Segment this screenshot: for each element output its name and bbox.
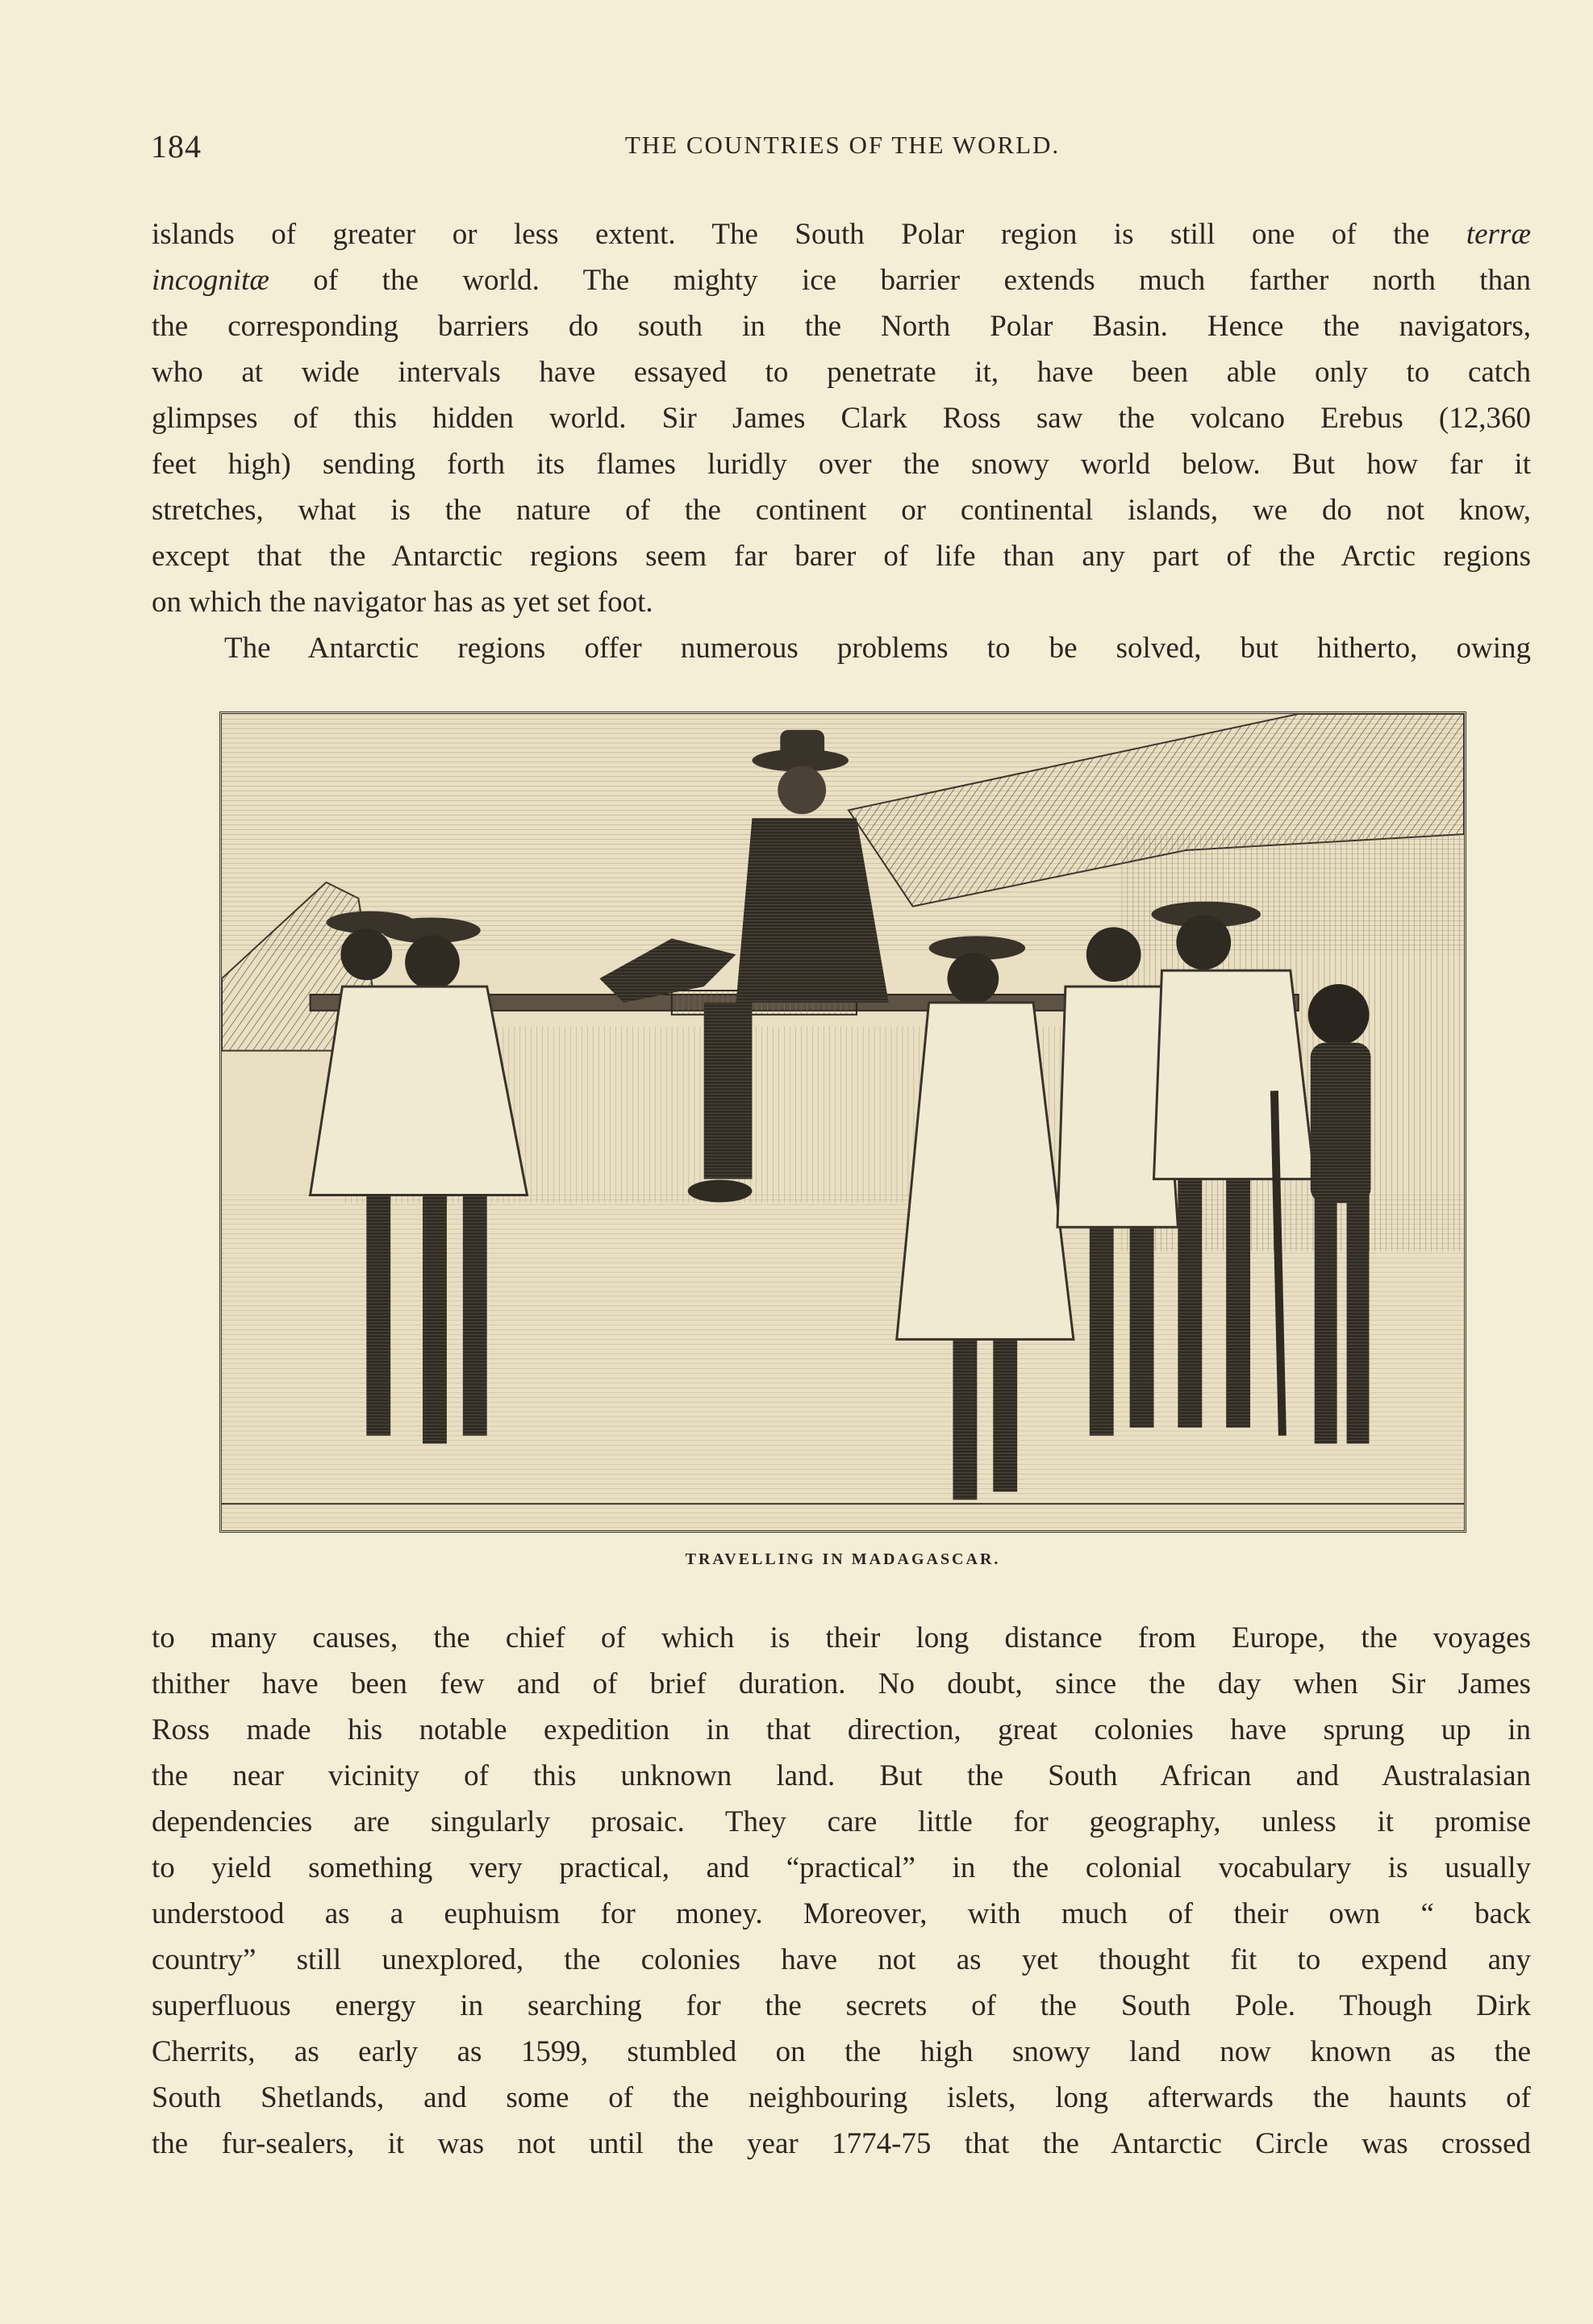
text-line: on which the navigator has as yet set foot. — [152, 586, 653, 619]
text-line: incognitæ of the world. The mighty ice barrier extends much farther north than — [152, 264, 1531, 297]
paragraph-2-first-line: The Antarctic regions offer numerous problems to be solved, but hitherto, owing — [224, 632, 1531, 665]
text-line: islands of greater or less extent. The South Polar region is still one of the terræ — [152, 218, 1531, 251]
text-line: Ross made his notable expedition in that direction, great colonies have sprung up in — [152, 1713, 1531, 1746]
engraving-drawing — [222, 714, 1464, 1530]
page-header — [151, 127, 1534, 176]
text-line: the near vicinity of this unknown land. But the South African and Australasian — [152, 1759, 1531, 1792]
text-line: thither have been few and of brief duration. No doubt, since the day when Sir James — [152, 1667, 1531, 1700]
text-line: who at wide intervals have essayed to penetrate it, have been able only to catch — [152, 356, 1531, 389]
text-line: feet high) sending forth its flames luridly over the snowy world below. But how far it — [152, 448, 1531, 481]
text-line: dependencies are singularly prosaic. They care little for geography, unless it promise — [152, 1805, 1531, 1838]
engraving-illustration — [219, 711, 1466, 1533]
paragraph-1 — [152, 211, 1531, 671]
text-line: understood as a euphuism for money. Moreover, with much of their own “ back — [152, 1897, 1531, 1930]
text-line: South Shetlands, and some of the neighbouring islets, long afterwards the haunts of — [152, 2081, 1531, 2114]
text-line: glimpses of this hidden world. Sir James Clark Ross saw the volcano Erebus (12,360 — [152, 402, 1531, 435]
text-line: the corresponding barriers do south in the North Polar Basin. Hence the navigators, — [152, 310, 1531, 343]
text-line: to yield something very practical, and “practical” in the colonial vocabulary is usually — [152, 1851, 1531, 1884]
text-line: country” still unexplored, the colonies have not as yet thought fit to expend any — [152, 1943, 1531, 1976]
text-line: except that the Antarctic regions seem far barer of life than any part of the Arctic regions — [152, 540, 1531, 573]
page-number: 184 — [151, 128, 202, 165]
text-line: the fur-sealers, it was not until the year 1774-75 that the Antarctic Circle was crossed — [152, 2127, 1531, 2160]
text-line: superfluous energy in searching for the secrets of the South Pole. Though Dirk — [152, 1989, 1531, 2022]
text-line: stretches, what is the nature of the continent or continental islands, we do not know, — [152, 494, 1531, 527]
text-line: to many causes, the chief of which is their long distance from Europe, the voyages — [152, 1621, 1531, 1654]
figure-caption: TRAVELLING IN MADAGASCAR. — [685, 1550, 1001, 1568]
paragraph-2-continued — [152, 1615, 1531, 2167]
text-line: Cherrits, as early as 1599, stumbled on the high snowy land now known as the — [152, 2035, 1531, 2068]
running-title: THE COUNTRIES OF THE WORLD. — [624, 131, 1061, 159]
